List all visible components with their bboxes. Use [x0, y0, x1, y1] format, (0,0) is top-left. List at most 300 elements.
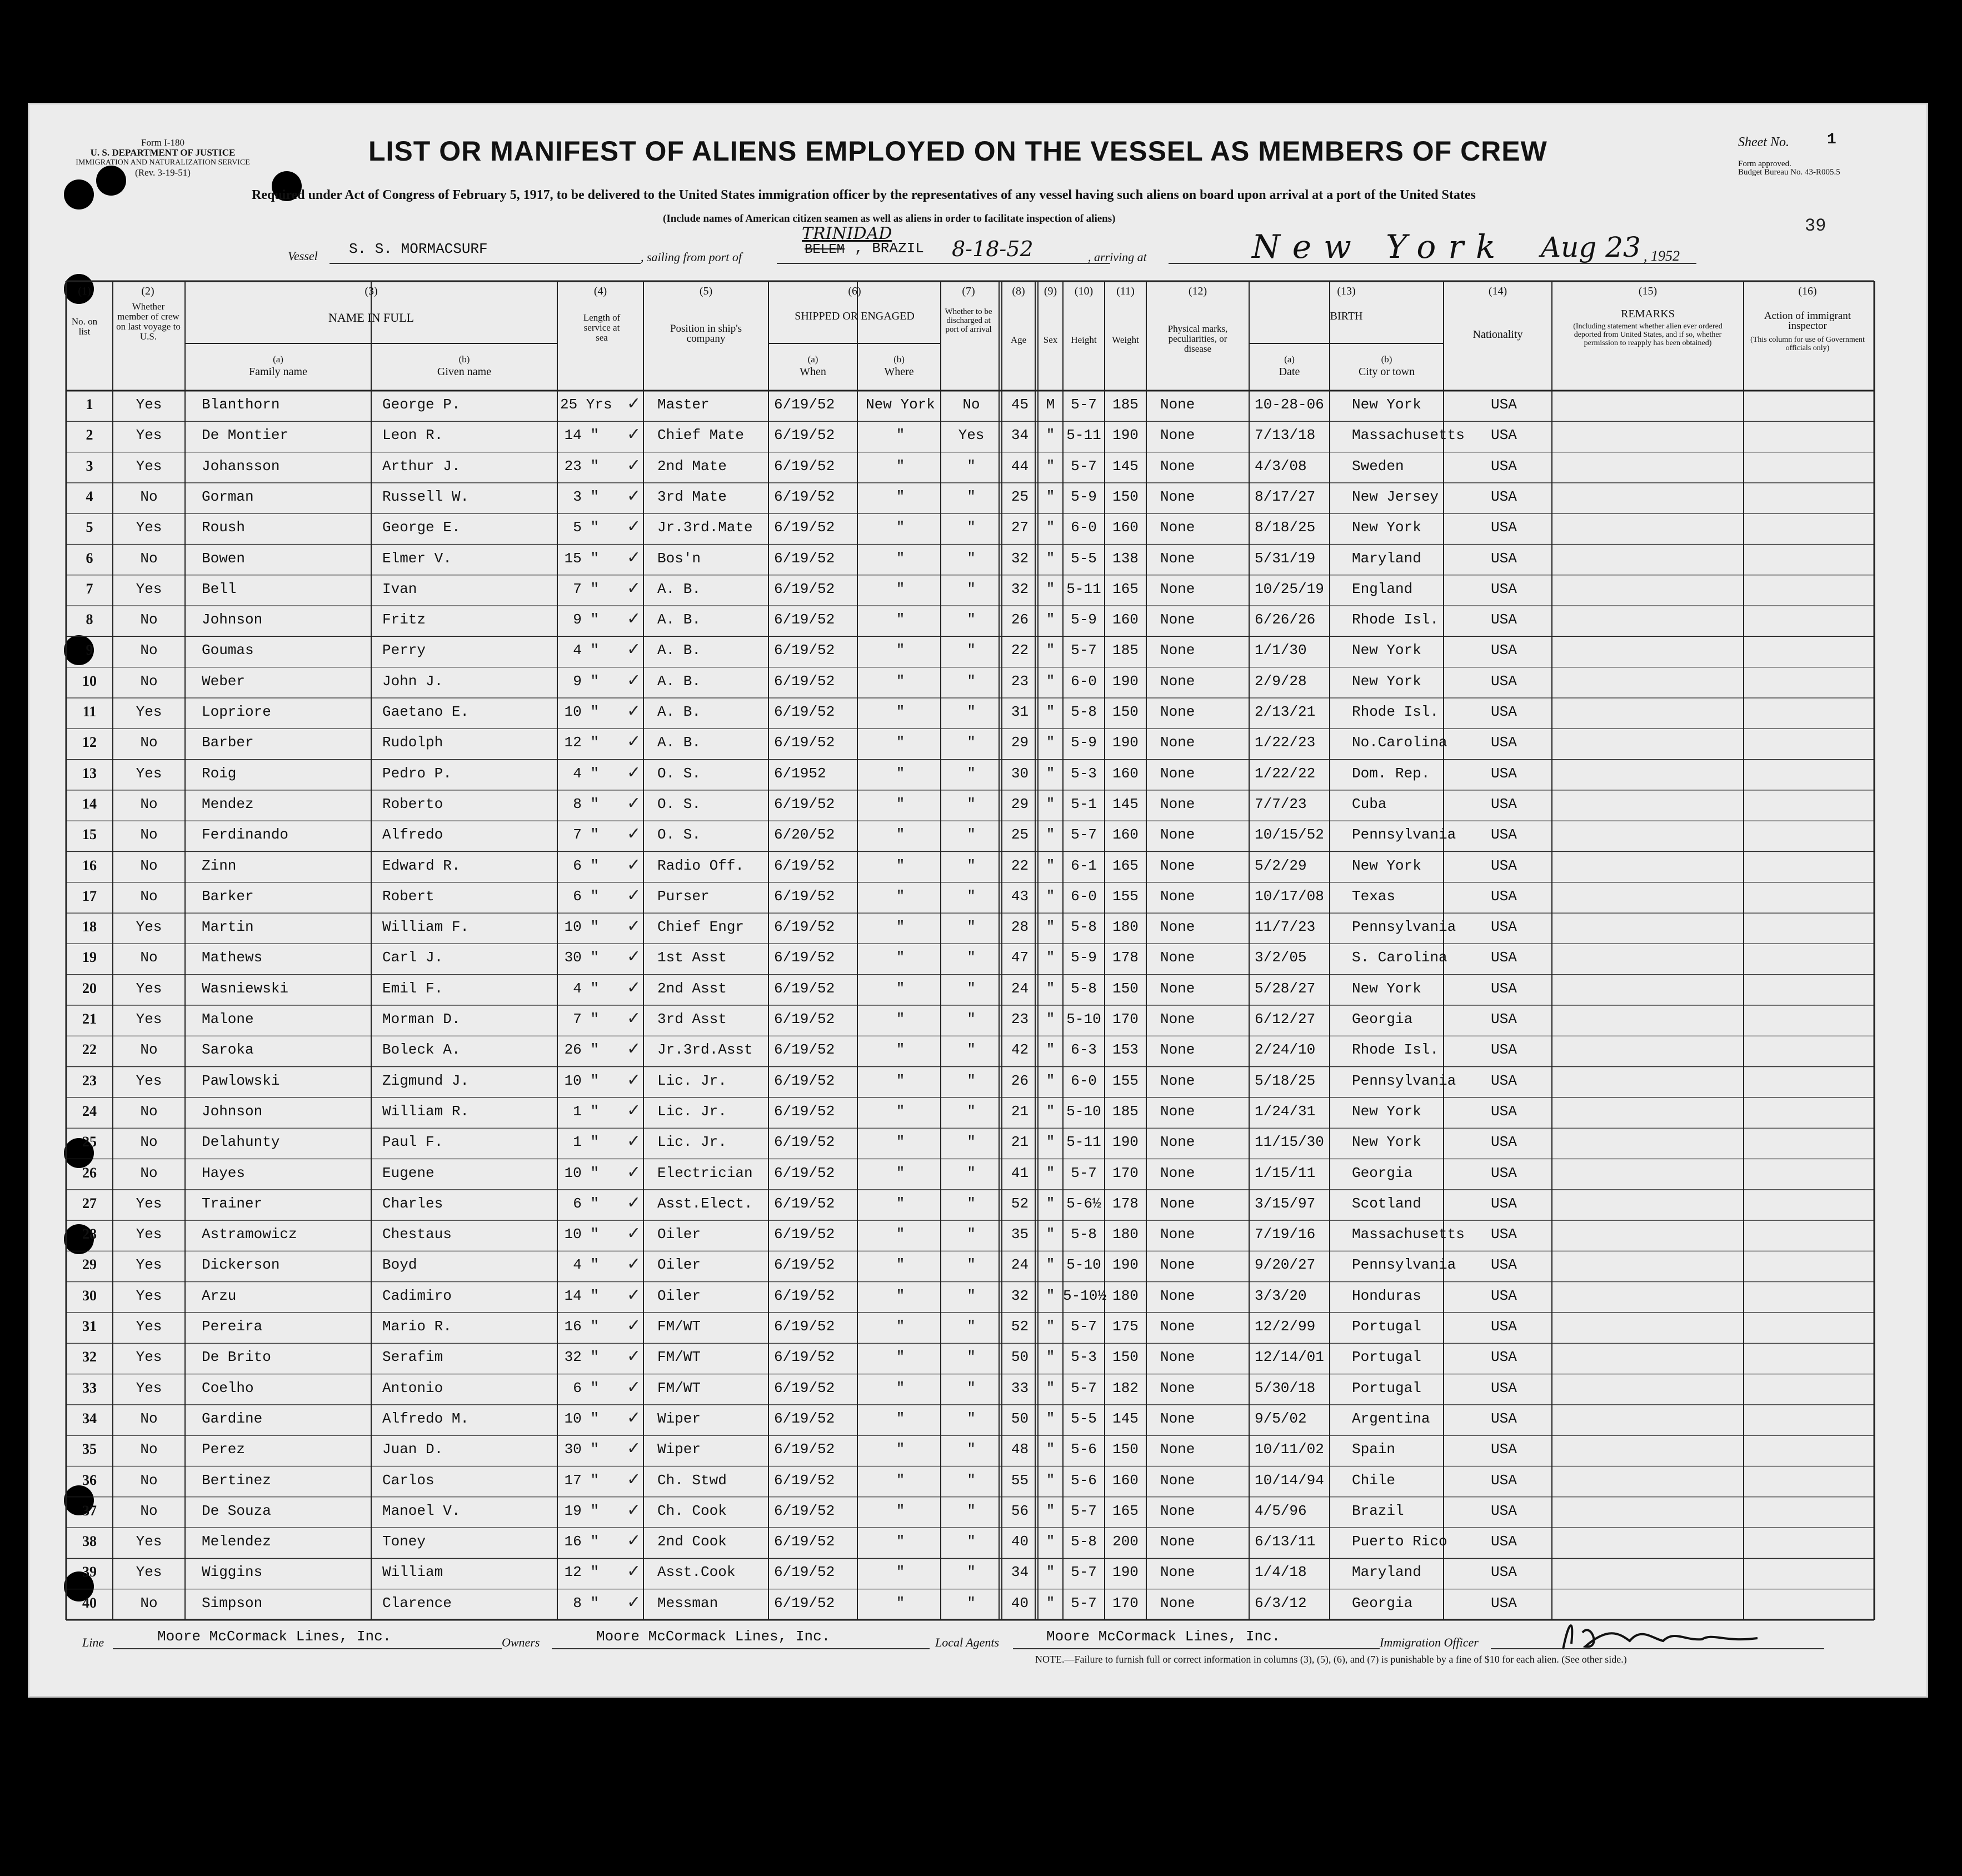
table-row — [29, 421, 1930, 452]
physical-marks: None — [1160, 887, 1195, 905]
position: Messman — [657, 1594, 718, 1611]
col7-header: Whether to be discharged at port of arrival — [945, 307, 992, 334]
table-row — [29, 760, 1930, 790]
position: 2nd Mate — [657, 457, 727, 475]
service-length: 7 " — [573, 1011, 599, 1027]
col9-header: Sex — [1043, 335, 1058, 345]
nationality: USA — [1491, 1011, 1517, 1027]
weight: 150 — [1112, 1441, 1139, 1458]
age: 26 — [1011, 611, 1029, 628]
country: , BRAZIL — [855, 240, 924, 257]
sex: " — [1046, 1410, 1055, 1427]
position: O. S. — [657, 795, 701, 812]
birth-date: 12/2/99 — [1255, 1318, 1316, 1335]
row-number: 11 — [82, 704, 97, 720]
family-name: Ferdinando — [202, 826, 289, 844]
birth-place: Texas — [1352, 887, 1396, 905]
family-name: Johnson — [202, 1102, 263, 1120]
nationality: USA — [1491, 1226, 1517, 1243]
physical-marks: None — [1160, 857, 1195, 874]
discharged: " — [967, 1041, 976, 1059]
service-length: 6 " — [573, 1379, 599, 1396]
col6-header: SHIPPED OR ENGAGED — [795, 310, 915, 322]
crew-last-voyage: No — [140, 611, 158, 628]
crew-last-voyage: No — [140, 857, 158, 874]
age: 40 — [1011, 1533, 1029, 1550]
physical-marks: None — [1160, 949, 1195, 966]
birth-place: Rhode Isl. — [1352, 704, 1439, 720]
col1-number: (1) — [78, 285, 91, 297]
physical-marks: None — [1160, 1379, 1195, 1396]
shipped-where: " — [896, 1318, 905, 1335]
position: Lic. Jr. — [657, 1134, 727, 1151]
shipped-where: " — [896, 672, 905, 690]
discharged: " — [967, 1226, 976, 1243]
shipped-where: " — [896, 519, 905, 536]
birth-date: 5/28/27 — [1255, 980, 1316, 997]
birth-place: Puerto Rico — [1352, 1533, 1447, 1550]
row-number: 24 — [82, 1102, 97, 1119]
birth-date: 5/30/18 — [1255, 1379, 1316, 1396]
height: 5-10½ — [1063, 1287, 1107, 1304]
birth-place: Chile — [1352, 1471, 1396, 1489]
shipped-where: " — [896, 734, 905, 751]
col6a-number: (a) — [807, 354, 818, 365]
table-row — [29, 1220, 1930, 1251]
birth-date: 9/20/27 — [1255, 1256, 1316, 1274]
height: 5-6½ — [1066, 1195, 1101, 1212]
col5-header: Position in ship's company — [670, 323, 742, 345]
position: 1st Asst — [657, 949, 727, 966]
check-mark-icon: ✓ — [627, 1131, 641, 1151]
shipped-where: " — [896, 1195, 905, 1212]
check-mark-icon: ✓ — [627, 1009, 641, 1028]
shipped-when: 6/19/52 — [774, 1502, 835, 1519]
height: 5-7 — [1071, 1164, 1097, 1181]
sex: " — [1046, 457, 1055, 475]
family-name: Wiggins — [202, 1564, 263, 1581]
crew-last-voyage: Yes — [136, 1226, 162, 1243]
check-mark-icon: ✓ — [627, 1193, 641, 1213]
birth-place: New York — [1352, 980, 1421, 997]
col16-number: (16) — [1798, 285, 1817, 297]
col13a-header: Date — [1279, 366, 1300, 378]
nationality: USA — [1491, 1471, 1517, 1489]
shipped-where: " — [896, 427, 905, 444]
age: 52 — [1011, 1195, 1029, 1212]
position: FM/WT — [657, 1379, 701, 1396]
table-row — [29, 452, 1930, 483]
nationality: USA — [1491, 1594, 1517, 1611]
birth-date: 7/13/18 — [1255, 427, 1316, 444]
birth-place: Spain — [1352, 1441, 1396, 1458]
weight: 160 — [1112, 519, 1139, 536]
position: Purser — [657, 887, 710, 905]
line-label: Line — [82, 1635, 104, 1649]
birth-date: 10/11/02 — [1255, 1441, 1324, 1458]
shipped-where: " — [896, 642, 905, 659]
check-mark-icon: ✓ — [627, 732, 641, 752]
family-name: Goumas — [202, 642, 254, 659]
crew-last-voyage: Yes — [136, 580, 162, 597]
shipped-where: " — [896, 1256, 905, 1274]
form-approved: Form approved. — [1738, 159, 1791, 168]
shipped-where: " — [896, 704, 905, 720]
given-name: Carlos — [382, 1471, 435, 1489]
sex: " — [1046, 1441, 1055, 1458]
shipped-where: " — [896, 1533, 905, 1550]
sex: " — [1046, 580, 1055, 597]
service-length: 10 " — [564, 1164, 599, 1181]
family-name: Coelho — [202, 1379, 254, 1396]
check-mark-icon: ✓ — [627, 701, 641, 721]
given-name: Leon R. — [382, 427, 443, 444]
shipped-where: " — [896, 1349, 905, 1366]
check-mark-icon: ✓ — [627, 547, 641, 567]
weight: 178 — [1112, 1195, 1139, 1212]
arriving-label: , arriving at — [1088, 250, 1147, 264]
col16-header: Action of immigrant inspector — [1764, 310, 1851, 332]
physical-marks: None — [1160, 457, 1195, 475]
physical-marks: None — [1160, 1410, 1195, 1427]
age: 47 — [1011, 949, 1029, 966]
crew-last-voyage: No — [140, 642, 158, 659]
discharged: " — [967, 1410, 976, 1427]
birth-date: 4/5/96 — [1255, 1502, 1307, 1519]
row-number: 19 — [82, 949, 97, 966]
physical-marks: None — [1160, 826, 1195, 844]
revision: (Rev. 3-19-51) — [135, 167, 191, 178]
service-length: 1 " — [573, 1102, 599, 1120]
shipped-when: 6/19/52 — [774, 1256, 835, 1274]
discharged: " — [967, 1441, 976, 1458]
height: 6-0 — [1071, 1072, 1097, 1089]
col1-header: No. on list — [71, 316, 98, 337]
birth-date: 2/13/21 — [1255, 704, 1316, 720]
position: Lic. Jr. — [657, 1102, 727, 1120]
col13b-number: (b) — [1381, 354, 1392, 365]
physical-marks: None — [1160, 1564, 1195, 1581]
birth-date: 9/5/02 — [1255, 1410, 1307, 1427]
row-number: 21 — [82, 1011, 97, 1027]
family-name: Trainer — [202, 1195, 263, 1212]
family-name: Zinn — [202, 857, 237, 874]
sex: " — [1046, 1134, 1055, 1151]
service: IMMIGRATION AND NATURALIZATION SERVICE — [76, 158, 250, 167]
col2-number: (2) — [141, 285, 154, 297]
given-name: Alfredo — [382, 826, 443, 844]
check-mark-icon: ✓ — [627, 885, 641, 905]
discharged: " — [967, 1164, 976, 1181]
col6-number: (6) — [848, 285, 861, 297]
col10-header: Height — [1071, 335, 1097, 345]
birth-date: 1/4/18 — [1255, 1564, 1307, 1581]
service-length: 15 " — [564, 550, 599, 567]
shipped-when: 6/19/52 — [774, 519, 835, 536]
col13-number: (13) — [1337, 285, 1356, 297]
shipped-where: " — [896, 949, 905, 966]
height: 6-0 — [1071, 887, 1097, 905]
nationality: USA — [1491, 887, 1517, 905]
discharged: " — [967, 887, 976, 905]
row-number: 40 — [82, 1594, 97, 1611]
discharged: " — [967, 795, 976, 812]
service-length: 5 " — [573, 519, 599, 536]
sex: " — [1046, 1594, 1055, 1611]
birth-place: New Jersey — [1352, 488, 1439, 505]
birth-date: 10/14/94 — [1255, 1471, 1324, 1489]
arrival-port: New York — [1252, 228, 1508, 266]
service-length: 10 " — [564, 1226, 599, 1243]
family-name: Bowen — [202, 550, 246, 567]
shipped-where: " — [896, 1226, 905, 1243]
birth-place: Scotland — [1352, 1195, 1421, 1212]
sail-date: 8-18-52 — [952, 237, 1034, 261]
check-mark-icon: ✓ — [627, 793, 641, 813]
birth-date: 10-28-06 — [1255, 396, 1324, 413]
given-name: William F. — [382, 919, 470, 936]
col6b-header: Where — [884, 366, 914, 378]
age: 28 — [1011, 919, 1029, 936]
nationality: USA — [1491, 980, 1517, 997]
weight: 190 — [1112, 734, 1139, 751]
birth-place: Maryland — [1352, 550, 1421, 567]
weight: 165 — [1112, 857, 1139, 874]
weight: 155 — [1112, 887, 1139, 905]
shipped-when: 6/19/52 — [774, 980, 835, 997]
shipped-when: 6/19/52 — [774, 857, 835, 874]
birth-date: 7/19/16 — [1255, 1226, 1316, 1243]
given-name: Fritz — [382, 611, 426, 628]
family-name: Saroka — [202, 1041, 254, 1059]
given-name: Emil F. — [382, 980, 443, 997]
weight: 185 — [1112, 396, 1139, 413]
weight: 190 — [1112, 672, 1139, 690]
table-row — [29, 944, 1930, 974]
weight: 160 — [1112, 611, 1139, 628]
col3a-number: (a) — [273, 354, 283, 365]
age: 25 — [1011, 826, 1029, 844]
sex: " — [1046, 519, 1055, 536]
position: A. B. — [657, 704, 701, 720]
weight: 190 — [1112, 427, 1139, 444]
service-length: 10 " — [564, 1072, 599, 1089]
officer-label: Immigration Officer — [1380, 1635, 1479, 1649]
physical-marks: None — [1160, 1533, 1195, 1550]
position: Asst.Cook — [657, 1564, 736, 1581]
crew-last-voyage: Yes — [136, 1287, 162, 1304]
row-number: 4 — [86, 488, 93, 505]
row-number: 17 — [82, 887, 97, 904]
family-name: Mendez — [202, 795, 254, 812]
position: Chief Mate — [657, 427, 745, 444]
check-mark-icon: ✓ — [627, 640, 641, 660]
crew-last-voyage: No — [140, 949, 158, 966]
check-mark-icon: ✓ — [627, 1316, 641, 1335]
position: Oiler — [657, 1256, 701, 1274]
physical-marks: None — [1160, 1041, 1195, 1059]
nationality: USA — [1491, 919, 1517, 936]
crew-last-voyage: Yes — [136, 1011, 162, 1027]
col3b-header: Given name — [437, 366, 492, 378]
col9-number: (9) — [1044, 285, 1057, 297]
shipped-when: 6/19/52 — [774, 1041, 835, 1059]
discharged: " — [967, 704, 976, 720]
weight: 160 — [1112, 1471, 1139, 1489]
height: 5-10 — [1066, 1102, 1101, 1120]
crew-last-voyage: No — [140, 1164, 158, 1181]
given-name: Edward R. — [382, 857, 461, 874]
col4-number: (4) — [593, 285, 607, 297]
birth-date: 7/7/23 — [1255, 795, 1307, 812]
position: O. S. — [657, 826, 701, 844]
height: 6-1 — [1071, 857, 1097, 874]
col6b-number: (b) — [893, 354, 905, 365]
age: 29 — [1011, 734, 1029, 751]
nationality: USA — [1491, 550, 1517, 567]
age: 45 — [1011, 396, 1029, 413]
birth-date: 10/17/08 — [1255, 887, 1324, 905]
row-number: 39 — [82, 1564, 97, 1580]
table-row — [29, 698, 1930, 729]
discharged: " — [967, 1287, 976, 1304]
table-row — [29, 913, 1930, 944]
discharged: " — [967, 519, 976, 536]
nationality: USA — [1491, 826, 1517, 844]
sex: " — [1046, 642, 1055, 659]
discharged: " — [967, 826, 976, 844]
table-row — [29, 1067, 1930, 1097]
shipped-where: " — [896, 826, 905, 844]
family-name: Barker — [202, 887, 254, 905]
weight: 153 — [1112, 1041, 1139, 1059]
discharged: " — [967, 980, 976, 997]
col3-header: NAME IN FULL — [328, 311, 414, 325]
check-mark-icon: ✓ — [627, 1224, 641, 1244]
discharged: " — [967, 1134, 976, 1151]
arrival-year: , 1952 — [1644, 248, 1680, 264]
service-length: 26 " — [564, 1041, 599, 1059]
nationality: USA — [1491, 427, 1517, 444]
shipped-when: 6/19/52 — [774, 611, 835, 628]
table-row — [29, 1374, 1930, 1405]
shipped-when: 6/19/52 — [774, 1564, 835, 1581]
discharged: " — [967, 672, 976, 690]
given-name: Robert — [382, 887, 435, 905]
physical-marks: None — [1160, 550, 1195, 567]
physical-marks: None — [1160, 642, 1195, 659]
discharged: " — [967, 1195, 976, 1212]
discharged: " — [967, 857, 976, 874]
weight: 185 — [1112, 642, 1139, 659]
owners-label: Owners — [502, 1635, 540, 1649]
shipped-where: " — [896, 550, 905, 567]
check-mark-icon: ✓ — [627, 824, 641, 844]
sex: " — [1046, 826, 1055, 844]
row-number: 16 — [82, 857, 97, 874]
nationality: USA — [1491, 1502, 1517, 1519]
age: 24 — [1011, 1256, 1029, 1274]
height: 5-8 — [1071, 980, 1097, 997]
given-name: Juan D. — [382, 1441, 443, 1458]
physical-marks: None — [1160, 1349, 1195, 1366]
crew-last-voyage: No — [140, 1594, 158, 1611]
shipped-when: 6/19/52 — [774, 1164, 835, 1181]
physical-marks: None — [1160, 488, 1195, 505]
shipped-where: " — [896, 1287, 905, 1304]
row-number: 5 — [86, 519, 93, 536]
sex: " — [1046, 1379, 1055, 1396]
age: 25 — [1011, 488, 1029, 505]
col13a-number: (a) — [1284, 354, 1295, 365]
physical-marks: None — [1160, 765, 1195, 782]
birth-place: S. Carolina — [1352, 949, 1447, 966]
row-number: 26 — [82, 1164, 97, 1181]
shipped-when: 6/19/52 — [774, 672, 835, 690]
birth-place: England — [1352, 580, 1413, 597]
col8-header: Age — [1010, 335, 1027, 345]
table-row — [29, 483, 1930, 513]
given-name: Eugene — [382, 1164, 435, 1181]
physical-marks: None — [1160, 1287, 1195, 1304]
family-name: Johansson — [202, 457, 280, 475]
discharged: " — [967, 1379, 976, 1396]
shipped-when: 6/19/52 — [774, 1441, 835, 1458]
nationality: USA — [1491, 1287, 1517, 1304]
family-name: Gardine — [202, 1410, 263, 1427]
crew-last-voyage: Yes — [136, 457, 162, 475]
given-name: Carl J. — [382, 949, 443, 966]
height: 5-11 — [1066, 580, 1101, 597]
family-name: Hayes — [202, 1164, 246, 1181]
shipped-when: 6/19/52 — [774, 734, 835, 751]
sex: " — [1046, 611, 1055, 628]
position: Radio Off. — [657, 857, 745, 874]
position: Chief Engr — [657, 919, 745, 936]
position: Bos'n — [657, 550, 701, 567]
sex: " — [1046, 919, 1055, 936]
nationality: USA — [1491, 1533, 1517, 1550]
family-name: Johnson — [202, 611, 263, 628]
height: 5-7 — [1071, 1594, 1097, 1611]
age: 35 — [1011, 1226, 1029, 1243]
height: 5-11 — [1066, 427, 1101, 444]
physical-marks: None — [1160, 611, 1195, 628]
check-mark-icon: ✓ — [627, 517, 641, 537]
nationality: USA — [1491, 857, 1517, 874]
shipped-where: " — [896, 488, 905, 505]
age: 22 — [1011, 642, 1029, 659]
nationality: USA — [1491, 396, 1517, 413]
physical-marks: None — [1160, 795, 1195, 812]
given-name: Mario R. — [382, 1318, 452, 1335]
age: 24 — [1011, 980, 1029, 997]
position: FM/WT — [657, 1318, 701, 1335]
crew-last-voyage: Yes — [136, 427, 162, 444]
family-name: Roush — [202, 519, 246, 536]
sex: " — [1046, 765, 1055, 782]
physical-marks: None — [1160, 1164, 1195, 1181]
physical-marks: None — [1160, 1256, 1195, 1274]
shipped-when: 6/19/52 — [774, 1594, 835, 1611]
service-length: 4 " — [573, 1256, 599, 1274]
nationality: USA — [1491, 642, 1517, 659]
shipped-when: 6/19/52 — [774, 488, 835, 505]
sex: " — [1046, 1349, 1055, 1366]
sailing-label: , sailing from port of — [641, 250, 742, 264]
position: A. B. — [657, 734, 701, 751]
check-mark-icon: ✓ — [627, 1039, 641, 1059]
